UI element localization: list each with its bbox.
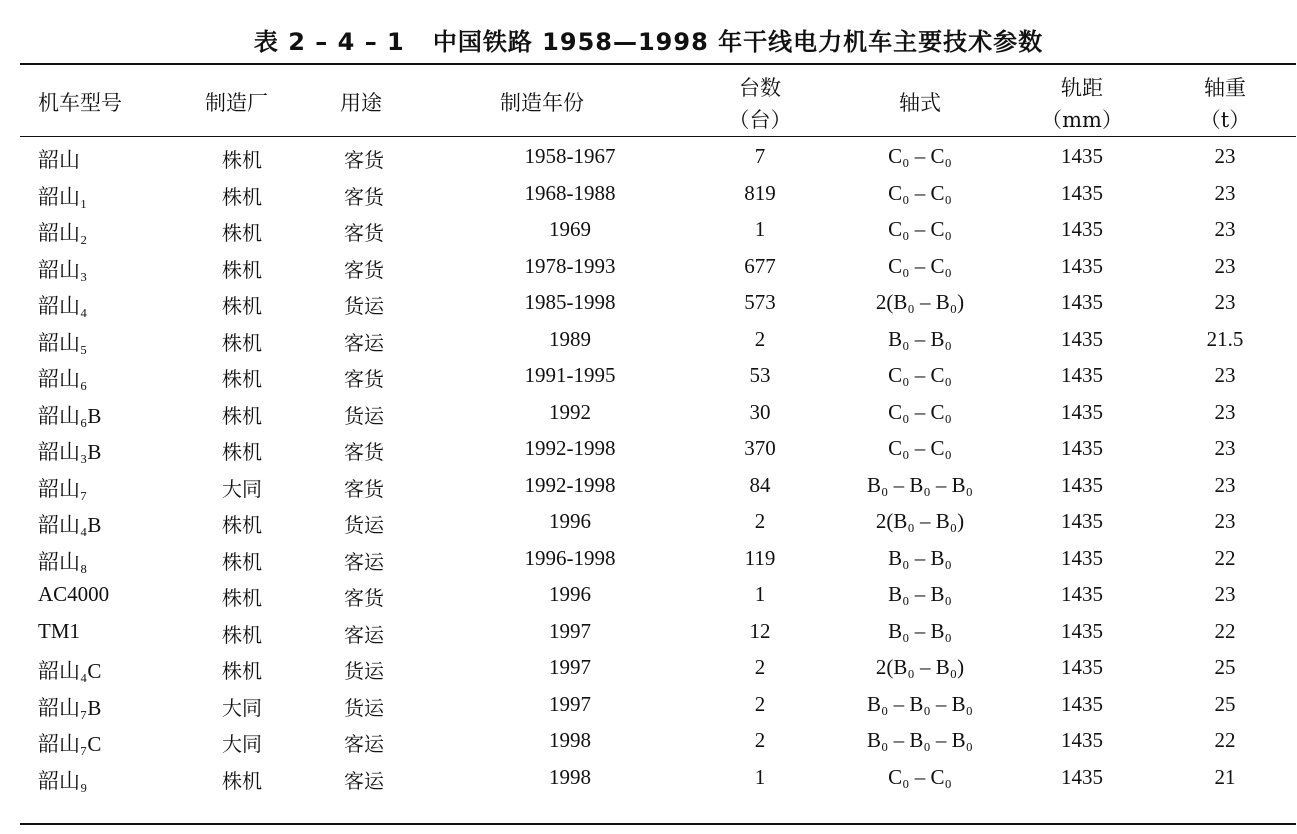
cell-axle: C₀ – C₀ <box>888 217 952 241</box>
cell-year: 1985-1998 <box>524 290 616 314</box>
table-row <box>0 138 1297 174</box>
table-row <box>0 394 1297 430</box>
table-row <box>0 284 1297 320</box>
cell-factory: 株机 <box>222 294 262 318</box>
cell-axle: C₀ – C₀ <box>888 399 952 424</box>
cell-year: 1992-1998 <box>524 436 616 460</box>
cell-gauge: 1435 <box>1061 290 1103 314</box>
cell-count: 2 <box>754 326 766 351</box>
cell-load: 23 <box>1214 144 1236 168</box>
cell-model: 韶山₇B <box>38 695 102 720</box>
header-count-line1: 台数 <box>739 76 781 100</box>
table-row <box>0 211 1297 247</box>
header-count <box>710 72 810 136</box>
cell-use: 客运 <box>344 330 384 355</box>
cell-axle: C₀ – C₀ <box>888 253 952 278</box>
cell-year: 1992-1998 <box>524 472 616 497</box>
cell-count: 1 <box>754 217 766 241</box>
cell-factory: 株机 <box>222 221 262 245</box>
cell-load: 21 <box>1214 764 1236 789</box>
top-rule <box>20 63 1296 65</box>
cell-year: 1998 <box>549 728 591 752</box>
cell-use: 客货 <box>344 367 384 391</box>
cell-model: 韶山₃B <box>38 440 102 464</box>
cell-use: 客运 <box>344 622 384 647</box>
cell-factory: 株机 <box>222 148 262 172</box>
cell-use: 货运 <box>344 659 384 683</box>
cell-use: 客货 <box>344 148 384 172</box>
cell-model: 韶山₇C <box>38 732 102 756</box>
cell-gauge: 1435 <box>1061 545 1103 570</box>
cell-load: 23 <box>1214 399 1236 424</box>
cell-axle: B₀ – B₀ – B₀ <box>867 728 973 752</box>
cell-year: 1997 <box>549 618 591 643</box>
cell-axle: C₀ – C₀ <box>888 764 952 789</box>
cell-model: 韶山₆B <box>38 403 102 428</box>
cell-model: 韶山₂ <box>38 221 88 245</box>
cell-year: 1958-1967 <box>524 144 616 168</box>
cell-load: 23 <box>1214 180 1236 205</box>
header-year: 制造年份 <box>500 91 584 115</box>
cell-count: 1 <box>754 582 766 606</box>
header-use: 用途 <box>340 91 382 115</box>
cell-year: 1996 <box>549 582 591 606</box>
cell-factory: 株机 <box>222 440 262 464</box>
cell-use: 货运 <box>344 513 384 537</box>
cell-load: 23 <box>1214 217 1236 241</box>
cell-axle: 2(B₀ – B₀) <box>875 655 965 679</box>
cell-count: 2 <box>754 691 766 716</box>
cell-model: 韶山₇ <box>38 476 88 501</box>
cell-factory: 株机 <box>222 184 262 209</box>
cell-count: 1 <box>754 764 766 789</box>
cell-model: AC4000 <box>38 582 110 606</box>
header-count-line2: （台） <box>728 108 792 132</box>
cell-gauge: 1435 <box>1061 180 1103 205</box>
cell-model: 韶山 <box>38 148 80 172</box>
header-axle: 轴式 <box>899 91 941 115</box>
cell-gauge: 1435 <box>1061 618 1103 643</box>
cell-model: 韶山₉ <box>38 768 88 793</box>
cell-axle: 2(B₀ – B₀) <box>875 509 965 533</box>
cell-count: 819 <box>744 180 776 205</box>
cell-year: 1997 <box>549 655 591 679</box>
cell-factory: 株机 <box>222 403 262 428</box>
cell-gauge: 1435 <box>1061 728 1103 752</box>
table-row <box>0 503 1297 539</box>
cell-load: 23 <box>1214 436 1236 460</box>
table-row <box>0 540 1297 576</box>
cell-count: 2 <box>754 655 766 679</box>
cell-load: 23 <box>1214 363 1236 387</box>
cell-gauge: 1435 <box>1061 582 1103 606</box>
cell-factory: 株机 <box>222 586 262 610</box>
cell-count: 53 <box>749 363 771 387</box>
table-row <box>0 248 1297 284</box>
header-load-line2: （t） <box>1199 108 1251 132</box>
table-row <box>0 759 1297 795</box>
table-row <box>0 722 1297 758</box>
cell-gauge: 1435 <box>1061 691 1103 716</box>
cell-use: 客运 <box>344 732 384 756</box>
cell-model: 韶山₆ <box>38 367 88 391</box>
cell-factory: 株机 <box>222 513 262 537</box>
cell-count: 573 <box>744 290 776 314</box>
cell-load: 23 <box>1214 582 1236 606</box>
cell-model: 韶山₈ <box>38 549 88 574</box>
cell-count: 2 <box>754 509 766 533</box>
cell-load: 25 <box>1214 691 1236 716</box>
table-row <box>0 467 1297 503</box>
cell-load: 23 <box>1214 509 1236 533</box>
cell-model: 韶山₄ <box>38 294 88 318</box>
cell-gauge: 1435 <box>1061 363 1103 387</box>
header-model: 机车型号 <box>38 91 122 115</box>
cell-factory: 大同 <box>222 695 262 720</box>
cell-factory: 株机 <box>222 622 262 647</box>
cell-use: 客货 <box>344 257 384 282</box>
cell-factory: 株机 <box>222 659 262 683</box>
cell-count: 677 <box>744 253 776 278</box>
cell-use: 客货 <box>344 221 384 245</box>
cell-factory: 株机 <box>222 768 262 793</box>
cell-load: 23 <box>1214 290 1236 314</box>
cell-year: 1996-1998 <box>524 545 616 570</box>
cell-axle: C₀ – C₀ <box>888 144 952 168</box>
cell-gauge: 1435 <box>1061 399 1103 424</box>
cell-axle: B₀ – B₀ <box>888 545 952 570</box>
cell-axle: B₀ – B₀ <box>888 582 952 606</box>
cell-count: 370 <box>744 436 776 460</box>
table-row <box>0 430 1297 466</box>
header-load-line1: 轴重 <box>1204 76 1246 100</box>
cell-gauge: 1435 <box>1061 144 1103 168</box>
cell-gauge: 1435 <box>1061 655 1103 679</box>
cell-count: 30 <box>749 399 771 424</box>
cell-year: 1991-1995 <box>524 363 616 387</box>
cell-year: 1992 <box>549 399 591 424</box>
cell-use: 客货 <box>344 476 384 501</box>
cell-factory: 株机 <box>222 549 262 574</box>
cell-load: 23 <box>1214 472 1236 497</box>
cell-load: 22 <box>1214 545 1236 570</box>
cell-count: 84 <box>749 472 771 497</box>
cell-axle: 2(B₀ – B₀) <box>875 290 965 314</box>
cell-count: 119 <box>744 545 776 570</box>
cell-gauge: 1435 <box>1061 764 1103 789</box>
cell-factory: 株机 <box>222 330 262 355</box>
cell-gauge: 1435 <box>1061 326 1103 351</box>
cell-load: 22 <box>1214 728 1236 752</box>
cell-model: 韶山₄C <box>38 659 102 683</box>
cell-model: TM1 <box>38 618 80 643</box>
cell-axle: B₀ – B₀ <box>888 618 952 643</box>
cell-model: 韶山₅ <box>38 330 88 355</box>
cell-year: 1996 <box>549 509 591 533</box>
cell-load: 21.5 <box>1206 326 1244 351</box>
table-row <box>0 686 1297 722</box>
cell-axle: C₀ – C₀ <box>888 436 952 460</box>
cell-use: 客货 <box>344 440 384 464</box>
cell-gauge: 1435 <box>1061 253 1103 278</box>
header-gauge-line2: （mm） <box>1041 108 1123 132</box>
cell-axle: C₀ – C₀ <box>888 363 952 387</box>
cell-year: 1989 <box>549 326 591 351</box>
cell-use: 货运 <box>344 294 384 318</box>
cell-count: 7 <box>754 144 766 168</box>
cell-axle: B₀ – B₀ – B₀ <box>867 472 973 497</box>
cell-use: 货运 <box>344 695 384 720</box>
cell-count: 12 <box>749 618 771 643</box>
cell-year: 1969 <box>549 217 591 241</box>
cell-model: 韶山₁ <box>38 184 88 209</box>
cell-use: 客货 <box>344 184 384 209</box>
cell-load: 23 <box>1214 253 1236 278</box>
cell-use: 客运 <box>344 549 384 574</box>
cell-gauge: 1435 <box>1061 509 1103 533</box>
cell-year: 1997 <box>549 691 591 716</box>
cell-count: 2 <box>754 728 766 752</box>
cell-gauge: 1435 <box>1061 472 1103 497</box>
cell-year: 1968-1988 <box>524 180 616 205</box>
cell-gauge: 1435 <box>1061 217 1103 241</box>
cell-use: 客货 <box>344 586 384 610</box>
header-factory: 制造厂 <box>205 91 268 115</box>
cell-year: 1998 <box>549 764 591 789</box>
table-row <box>0 357 1297 393</box>
header-rule <box>20 136 1296 137</box>
cell-factory: 株机 <box>222 367 262 391</box>
cell-model: 韶山₃ <box>38 257 88 282</box>
cell-model: 韶山₄B <box>38 513 102 537</box>
cell-factory: 株机 <box>222 257 262 282</box>
header-load <box>1175 72 1275 136</box>
cell-axle: B₀ – B₀ <box>888 326 952 351</box>
cell-load: 22 <box>1214 618 1236 643</box>
table-row <box>0 649 1297 685</box>
bottom-rule <box>20 823 1296 825</box>
table-row <box>0 321 1297 357</box>
table-row <box>0 613 1297 649</box>
cell-use: 客运 <box>344 768 384 793</box>
header-gauge <box>1027 72 1137 136</box>
cell-factory: 大同 <box>222 476 262 501</box>
cell-load: 25 <box>1214 655 1236 679</box>
header-gauge-line1: 轨距 <box>1061 76 1103 100</box>
cell-gauge: 1435 <box>1061 436 1103 460</box>
cell-axle: C₀ – C₀ <box>888 180 952 205</box>
cell-year: 1978-1993 <box>524 253 616 278</box>
cell-factory: 大同 <box>222 732 262 756</box>
table-row <box>0 576 1297 612</box>
cell-axle: B₀ – B₀ – B₀ <box>867 691 973 716</box>
table-row <box>0 175 1297 211</box>
table-title: 表 2 – 4 – 1 中国铁路 1958—1998 年干线电力机车主要技术参数 <box>253 28 1044 56</box>
cell-use: 货运 <box>344 403 384 428</box>
